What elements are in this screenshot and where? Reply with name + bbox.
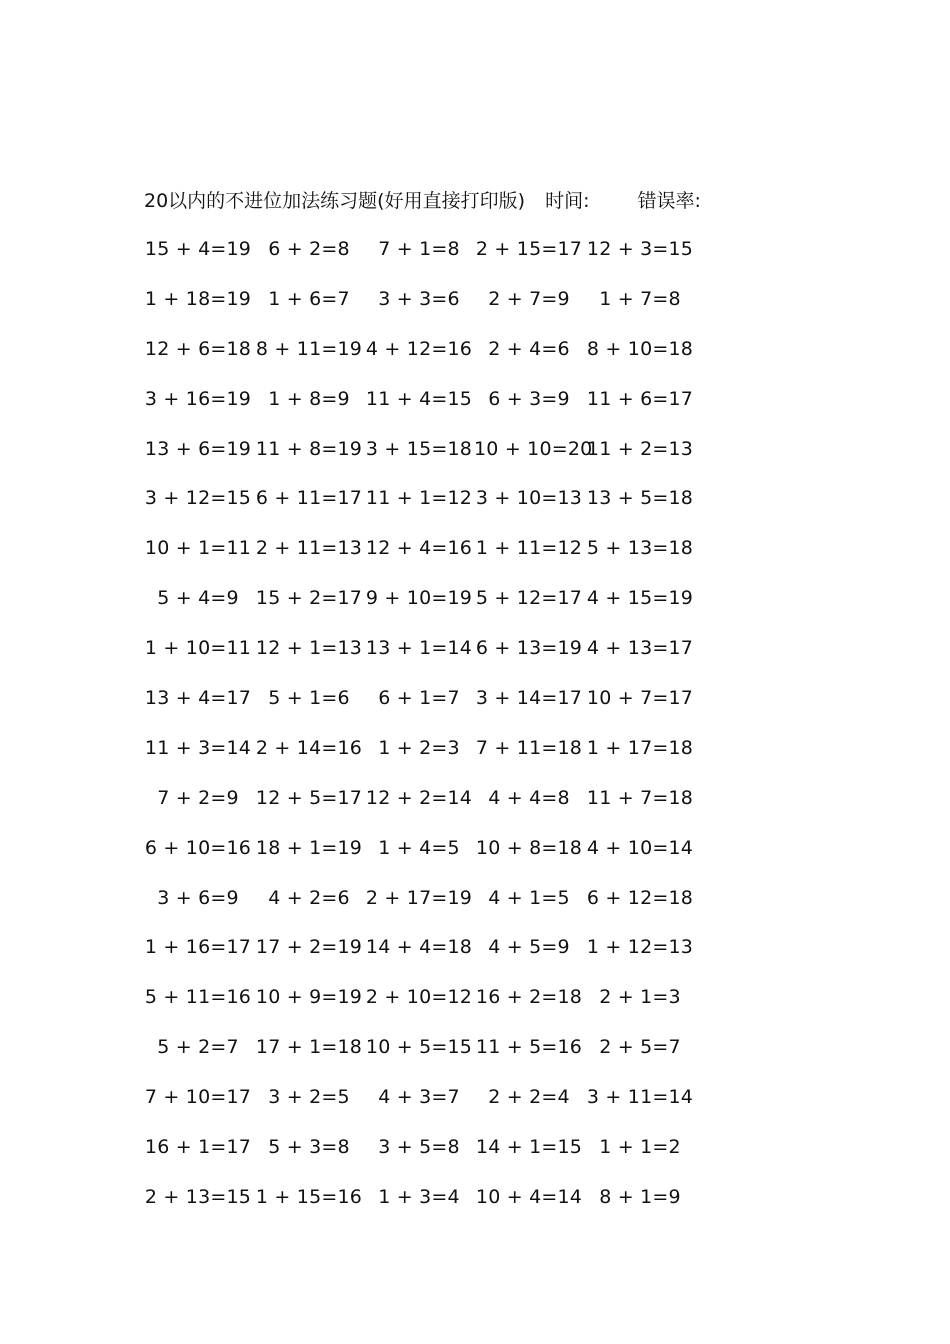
addition-problem: 1 + 2=3 (378, 736, 460, 759)
addition-problem: 18 + 1=19 (255, 836, 363, 859)
addition-problem: 8 + 1=9 (599, 1185, 681, 1208)
addition-problem: 1 + 17=18 (586, 736, 694, 759)
addition-problem: 10 + 9=19 (255, 986, 363, 1009)
problem-grid (138, 233, 718, 1231)
addition-problem: 1 + 18=19 (144, 287, 252, 310)
addition-problem: 4 + 2=6 (268, 886, 350, 909)
problem-row (138, 1131, 718, 1181)
addition-problem: 6 + 2=8 (268, 238, 350, 260)
addition-problem: 13 + 4=17 (144, 687, 252, 710)
addition-problem: 7 + 1=8 (378, 238, 460, 260)
addition-problem: 11 + 4=15 (365, 387, 473, 410)
addition-problem: 4 + 13=17 (586, 637, 694, 660)
addition-problem: 17 + 2=19 (255, 936, 363, 959)
addition-problem: 2 + 4=6 (488, 337, 570, 360)
problem-row (138, 433, 718, 483)
problem-row (138, 482, 718, 532)
addition-problem: 3 + 15=18 (365, 437, 473, 460)
addition-problem: 2 + 1=3 (599, 986, 681, 1009)
addition-problem: 5 + 4=9 (157, 587, 239, 610)
addition-problem: 3 + 3=6 (378, 287, 460, 310)
addition-problem: 4 + 5=9 (488, 936, 570, 959)
addition-problem: 6 + 3=9 (488, 387, 570, 410)
problem-row (138, 931, 718, 981)
problem-row (138, 832, 718, 882)
addition-problem: 11 + 5=16 (475, 1036, 583, 1059)
addition-problem: 3 + 11=14 (586, 1086, 694, 1109)
addition-problem: 4 + 10=14 (586, 836, 694, 859)
addition-problem: 3 + 16=19 (144, 387, 252, 410)
addition-problem: 1 + 16=17 (144, 936, 252, 959)
addition-problem: 16 + 1=17 (144, 1136, 252, 1159)
addition-problem: 4 + 1=5 (488, 886, 570, 909)
addition-problem: 2 + 11=13 (255, 537, 363, 560)
addition-problem: 12 + 2=14 (365, 786, 473, 809)
addition-problem: 6 + 1=7 (378, 687, 460, 710)
addition-problem: 1 + 4=5 (378, 836, 460, 859)
addition-problem: 1 + 7=8 (599, 287, 681, 310)
addition-problem: 2 + 13=15 (144, 1185, 252, 1208)
addition-problem: 4 + 3=7 (378, 1086, 460, 1109)
problem-row (138, 732, 718, 782)
addition-problem: 3 + 5=8 (378, 1136, 460, 1159)
worksheet-title: 20以内的不进位加法练习题(好用直接打印版) (144, 190, 526, 212)
addition-problem: 2 + 2=4 (488, 1086, 570, 1109)
problem-row (138, 383, 718, 433)
addition-problem: 4 + 12=16 (365, 337, 473, 360)
addition-problem: 8 + 11=19 (255, 337, 363, 360)
addition-problem: 11 + 3=14 (144, 736, 252, 759)
problem-row (138, 632, 718, 682)
addition-problem: 2 + 7=9 (488, 287, 570, 310)
addition-problem: 1 + 6=7 (268, 287, 350, 310)
addition-problem: 3 + 2=5 (268, 1086, 350, 1109)
addition-problem: 6 + 13=19 (475, 637, 583, 660)
addition-problem: 12 + 4=16 (365, 537, 473, 560)
addition-problem: 5 + 1=6 (268, 687, 350, 710)
addition-problem: 1 + 11=12 (475, 537, 583, 560)
problem-row (138, 1031, 718, 1081)
addition-problem: 7 + 10=17 (144, 1086, 252, 1109)
addition-problem: 9 + 10=19 (365, 587, 473, 610)
addition-problem: 12 + 6=18 (144, 337, 252, 360)
addition-problem: 2 + 5=7 (599, 1036, 681, 1059)
addition-problem: 15 + 4=19 (144, 238, 252, 260)
addition-problem: 2 + 17=19 (365, 886, 473, 909)
addition-problem: 5 + 13=18 (586, 537, 694, 560)
addition-problem: 11 + 8=19 (255, 437, 363, 460)
addition-problem: 3 + 12=15 (144, 487, 252, 510)
addition-problem: 1 + 8=9 (268, 387, 350, 410)
addition-problem: 16 + 2=18 (475, 986, 583, 1009)
problem-row (138, 782, 718, 832)
addition-problem: 6 + 10=16 (144, 836, 252, 859)
addition-problem: 10 + 7=17 (586, 687, 694, 710)
addition-problem: 11 + 1=12 (365, 487, 473, 510)
addition-problem: 8 + 10=18 (586, 337, 694, 360)
addition-problem: 11 + 2=13 (586, 437, 694, 460)
addition-problem: 14 + 1=15 (475, 1136, 583, 1159)
addition-problem: 7 + 11=18 (475, 736, 583, 759)
addition-problem: 6 + 11=17 (255, 487, 363, 510)
addition-problem: 2 + 15=17 (475, 238, 583, 260)
addition-problem: 10 + 5=15 (365, 1036, 473, 1059)
addition-problem: 4 + 4=8 (488, 786, 570, 809)
addition-problem: 12 + 1=13 (255, 637, 363, 660)
addition-problem: 2 + 14=16 (255, 736, 363, 759)
problem-row (138, 283, 718, 333)
addition-problem: 1 + 3=4 (378, 1185, 460, 1208)
addition-problem: 5 + 11=16 (144, 986, 252, 1009)
addition-problem: 13 + 5=18 (586, 487, 694, 510)
addition-problem: 15 + 2=17 (255, 587, 363, 610)
addition-problem: 10 + 8=18 (475, 836, 583, 859)
addition-problem: 17 + 1=18 (255, 1036, 363, 1059)
problem-row (138, 582, 718, 632)
addition-problem: 3 + 6=9 (157, 886, 239, 909)
addition-problem: 14 + 4=18 (365, 936, 473, 959)
addition-problem: 1 + 1=2 (599, 1136, 681, 1159)
addition-problem: 12 + 3=15 (586, 238, 694, 260)
problem-row (138, 333, 718, 383)
addition-problem: 2 + 10=12 (365, 986, 473, 1009)
addition-problem: 6 + 12=18 (586, 886, 694, 909)
addition-problem: 7 + 2=9 (157, 786, 239, 809)
time-label: 时间: (545, 190, 590, 212)
addition-problem: 12 + 5=17 (255, 786, 363, 809)
addition-problem: 5 + 12=17 (475, 587, 583, 610)
addition-problem: 11 + 6=17 (586, 387, 694, 410)
problem-row (138, 882, 718, 932)
addition-problem: 11 + 7=18 (586, 786, 694, 809)
problem-row (138, 1081, 718, 1131)
addition-problem: 3 + 10=13 (475, 487, 583, 510)
addition-problem: 13 + 1=14 (365, 637, 473, 660)
problem-row (138, 233, 718, 283)
problem-row (138, 981, 718, 1031)
addition-problem: 5 + 2=7 (157, 1036, 239, 1059)
addition-problem: 1 + 12=13 (586, 936, 694, 959)
problem-row (138, 1181, 718, 1231)
worksheet-header (144, 186, 864, 216)
addition-problem: 4 + 15=19 (586, 587, 694, 610)
problem-row (138, 682, 718, 732)
addition-problem: 10 + 10=20 (474, 437, 593, 460)
addition-problem: 10 + 4=14 (475, 1185, 583, 1208)
addition-problem: 5 + 3=8 (268, 1136, 350, 1159)
addition-problem: 10 + 1=11 (144, 537, 252, 560)
addition-problem: 13 + 6=19 (144, 437, 252, 460)
addition-problem: 3 + 14=17 (475, 687, 583, 710)
error-rate-label: 错误率: (637, 190, 701, 212)
addition-problem: 1 + 15=16 (255, 1185, 363, 1208)
problem-row (138, 532, 718, 582)
addition-problem: 1 + 10=11 (144, 637, 252, 660)
